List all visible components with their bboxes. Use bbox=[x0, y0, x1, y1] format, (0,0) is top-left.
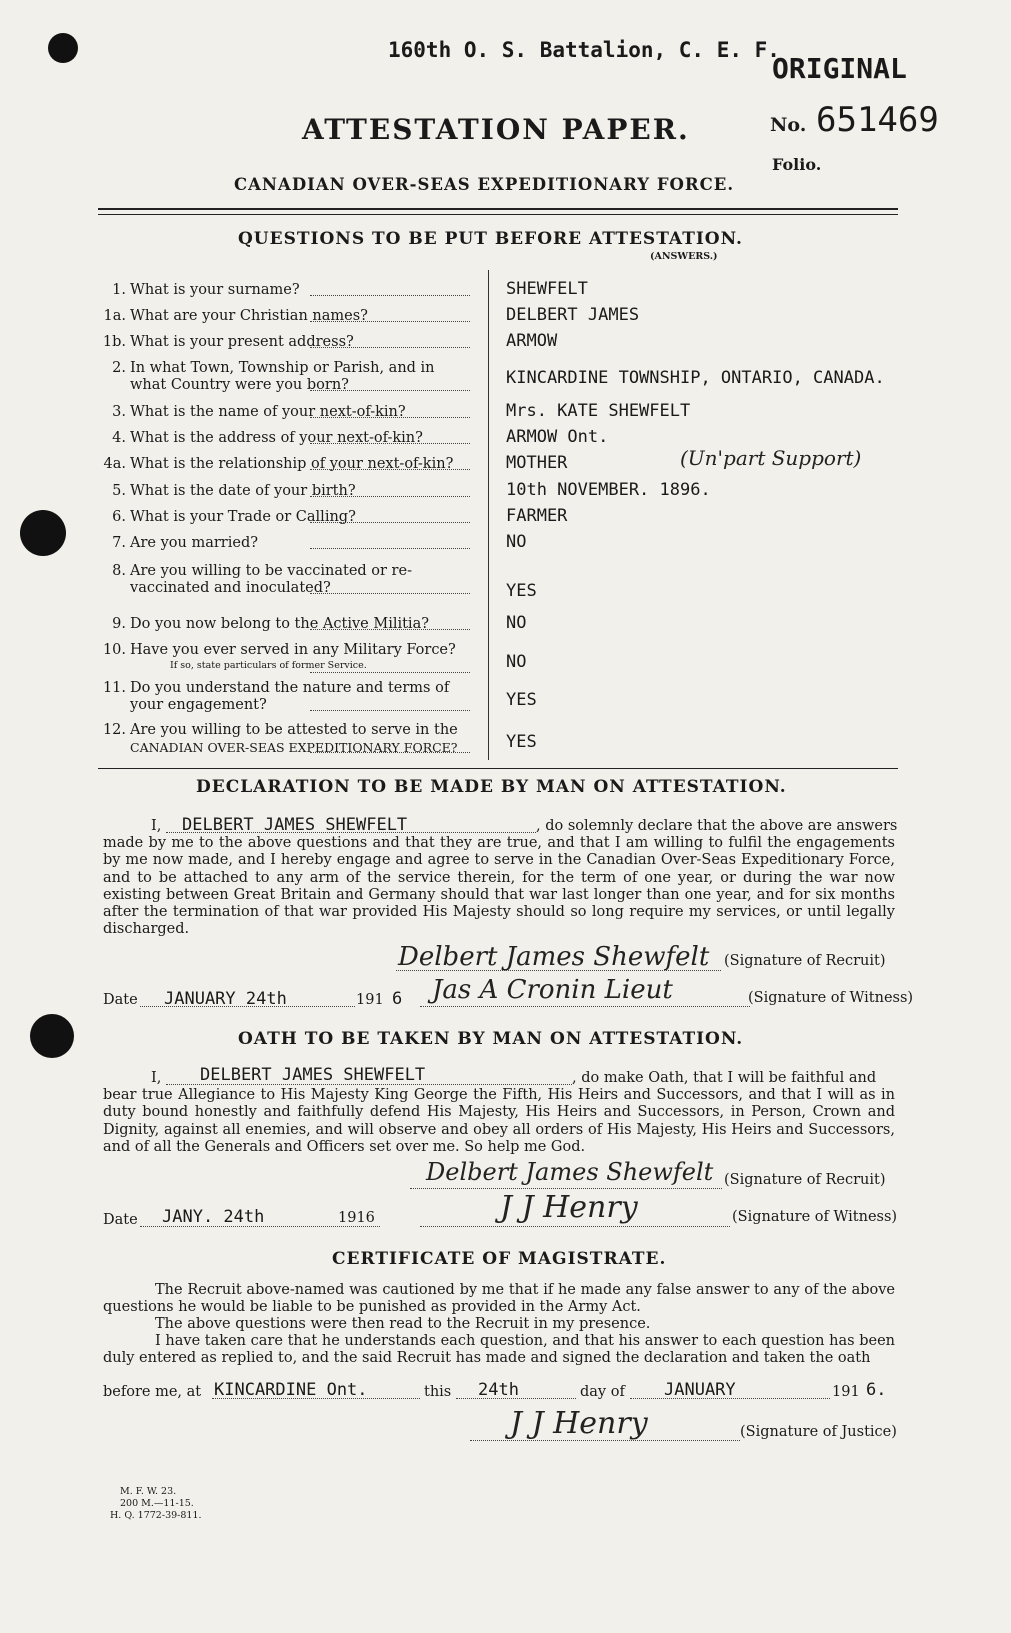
certificate-day-line bbox=[456, 1398, 576, 1399]
declaration-i: I, bbox=[151, 818, 162, 834]
answer-value: YES bbox=[506, 732, 537, 752]
declaration-heading: DECLARATION TO BE MADE BY MAN ON ATTESTATION. bbox=[196, 777, 787, 797]
question-number: 4a. bbox=[103, 456, 126, 472]
question-text: What is your Trade or Calling? bbox=[130, 509, 356, 525]
oath-text-1: , do make Oath, that I will be faithful and bbox=[572, 1070, 877, 1086]
question-leader-line bbox=[310, 390, 470, 391]
justice-signature: J J Henry bbox=[510, 1406, 648, 1441]
question-text: Are you married? bbox=[130, 535, 258, 551]
question-text: What is the relationship of your next-of-kin? bbox=[130, 456, 454, 472]
question-leader-line bbox=[310, 347, 470, 348]
question-leader-line bbox=[310, 629, 470, 630]
declaration-text-1: , do solemnly declare that the above are answers bbox=[536, 818, 898, 834]
answer-value: 10th NOVEMBER. 1896. bbox=[506, 480, 711, 500]
declaration-witness-signature: Jas A Cronin Lieut bbox=[432, 975, 673, 1005]
folio-label: Folio. bbox=[772, 155, 822, 174]
footer-print-run: 200 M.—11-15. bbox=[120, 1498, 194, 1509]
answer-value: YES bbox=[506, 581, 537, 601]
answer-value: NO bbox=[506, 532, 527, 552]
declaration-name: DELBERT JAMES SHEWFELT bbox=[182, 815, 408, 835]
page-title: ATTESTATION PAPER. bbox=[302, 113, 690, 146]
question-number: 7. bbox=[112, 535, 126, 551]
oath-i: I, bbox=[151, 1070, 162, 1086]
number-label: No. bbox=[770, 114, 807, 136]
question-text: What is the name of your next-of-kin? bbox=[130, 404, 406, 420]
question-leader-line bbox=[310, 443, 470, 444]
punch-hole-middle bbox=[20, 510, 66, 556]
question-number: 3. bbox=[112, 404, 126, 420]
certificate-this-label: this bbox=[424, 1384, 452, 1400]
answer-value: YES bbox=[506, 690, 537, 710]
question-number: 1. bbox=[112, 282, 126, 298]
certificate-day-of-label: day of bbox=[580, 1384, 625, 1400]
certificate-place-line bbox=[212, 1398, 420, 1399]
question-text: Do you understand the nature and terms of bbox=[130, 680, 450, 696]
question-leader-line bbox=[310, 417, 470, 418]
questions-rule bbox=[98, 768, 898, 769]
declaration-recruit-signature: Delbert James Shewfelt bbox=[398, 942, 710, 972]
punch-hole-top bbox=[48, 33, 78, 63]
question-number: 9. bbox=[112, 616, 126, 632]
question-text: What is your surname? bbox=[130, 282, 300, 298]
oath-name-line bbox=[166, 1084, 572, 1085]
certificate-before-label: before me, at bbox=[103, 1384, 202, 1400]
question-number: 11. bbox=[102, 680, 126, 696]
answer-value: Mrs. KATE SHEWFELT bbox=[506, 401, 691, 421]
question-leader-line bbox=[310, 496, 470, 497]
oath-date: JANY. 24th bbox=[162, 1207, 265, 1227]
answer-value: NO bbox=[506, 652, 527, 672]
question-number: 1a. bbox=[103, 308, 126, 324]
question-number: 12. bbox=[102, 722, 126, 738]
question-leader-line bbox=[310, 752, 470, 753]
answer-value: ARMOW Ont. bbox=[506, 427, 609, 447]
answer-value: SHEWFELT bbox=[506, 279, 588, 299]
question-text-continued: If so, state particulars of former Service. bbox=[170, 660, 367, 671]
question-number: 1b. bbox=[102, 334, 126, 350]
certificate-day: 24th bbox=[478, 1380, 519, 1400]
declaration-date: JANUARY 24th bbox=[164, 989, 287, 1009]
punch-hole-bottom bbox=[30, 1014, 74, 1058]
question-number: 5. bbox=[112, 483, 126, 499]
certificate-heading: CERTIFICATE OF MAGISTRATE. bbox=[332, 1249, 667, 1269]
certificate-paragraph-1: The Recruit above-named was cautioned by me that if he made any false answer to any of the above questions he would be liable to be punished as provided in the Army Act. bbox=[103, 1282, 895, 1316]
declaration-year-prefix: 191 bbox=[356, 992, 384, 1008]
header-rule-top bbox=[98, 208, 898, 210]
certificate-year-suffix: 6. bbox=[866, 1380, 887, 1400]
declaration-recruit-label: (Signature of Recruit) bbox=[724, 953, 886, 969]
question-text: What is the date of your birth? bbox=[130, 483, 356, 499]
certificate-place: KINCARDINE Ont. bbox=[214, 1380, 368, 1400]
oath-recruit-signature: Delbert James Shewfelt bbox=[426, 1158, 714, 1186]
declaration-name-line bbox=[166, 832, 536, 833]
question-text-continued: what Country were you born? bbox=[130, 377, 349, 393]
question-text: What are your Christian names? bbox=[130, 308, 368, 324]
question-leader-line bbox=[310, 469, 470, 470]
question-text-continued: vaccinated and inoculated? bbox=[130, 580, 331, 596]
answer-value: NO bbox=[506, 613, 527, 633]
certificate-month-line bbox=[630, 1398, 830, 1399]
question-text: Do you now belong to the Active Militia? bbox=[130, 616, 429, 632]
oath-name: DELBERT JAMES SHEWFELT bbox=[200, 1065, 426, 1085]
oath-witness-label: (Signature of Witness) bbox=[732, 1209, 898, 1225]
declaration-date-label: Date bbox=[103, 992, 138, 1008]
page-subtitle: CANADIAN OVER-SEAS EXPEDITIONARY FORCE. bbox=[234, 175, 735, 194]
question-number: 10. bbox=[102, 642, 126, 658]
oath-body: bear true Allegiance to His Majesty King George the Fifth, His Heirs and Successors, and that I will as in duty bound honestly and faithfully defend His Majesty, His Heirs and Successors, in Person, Crown and Dignity, against all enemies, and will observe and obey all orders of His Majesty, His Heirs and Successors, and of all the Generals and Officers set over me. So help me God. bbox=[103, 1087, 895, 1155]
question-text: Have you ever served in any Military Force? bbox=[130, 642, 456, 658]
question-text: In what Town, Township or Parish, and in bbox=[130, 360, 435, 376]
answers-divider bbox=[488, 270, 489, 760]
declaration-year-suffix: 6 bbox=[392, 989, 403, 1009]
declaration-witness-label: (Signature of Witness) bbox=[748, 990, 914, 1006]
justice-line bbox=[470, 1440, 740, 1441]
question-leader-line bbox=[310, 295, 470, 296]
battalion-stamp: 160th O. S. Battalion, C. E. F. bbox=[388, 38, 780, 62]
answer-value: ARMOW bbox=[506, 331, 558, 351]
question-text: Are you willing to be attested to serve in the bbox=[130, 722, 458, 738]
answers-label: (ANSWERS.) bbox=[650, 251, 718, 262]
question-text-continued: your engagement? bbox=[130, 697, 267, 713]
question-number: 6. bbox=[112, 509, 126, 525]
oath-date-line bbox=[140, 1226, 380, 1227]
answer-value: FARMER bbox=[506, 506, 568, 526]
original-stamp: ORIGINAL bbox=[772, 52, 907, 85]
question-text: What is your present address? bbox=[130, 334, 354, 350]
oath-witness-line bbox=[420, 1226, 730, 1227]
question-number: 4. bbox=[112, 430, 126, 446]
oath-recruit-label: (Signature of Recruit) bbox=[724, 1172, 886, 1188]
declaration-date-line bbox=[140, 1006, 355, 1007]
questions-heading: QUESTIONS TO BE PUT BEFORE ATTESTATION. bbox=[238, 229, 743, 249]
question-number: 2. bbox=[112, 360, 126, 376]
certificate-paragraph-3: I have taken care that he understands each question, and that his answer to each question has been duly entered as replied to, and the said Recruit has made and signed the declaration and taken the oath bbox=[103, 1333, 895, 1367]
question-leader-line bbox=[310, 672, 470, 673]
answer-value: MOTHER bbox=[506, 453, 568, 473]
question-leader-line bbox=[310, 710, 470, 711]
regimental-number: 651469 bbox=[816, 100, 939, 140]
oath-heading: OATH TO BE TAKEN BY MAN ON ATTESTATION. bbox=[238, 1029, 744, 1049]
question-number: 8. bbox=[112, 563, 126, 579]
question-leader-line bbox=[310, 321, 470, 322]
certificate-year-prefix: 191 bbox=[832, 1384, 860, 1400]
certificate-paragraph-2: The above questions were then read to the Recruit in my presence. bbox=[155, 1316, 651, 1332]
question-leader-line bbox=[310, 548, 470, 549]
certificate-month: JANUARY bbox=[664, 1380, 736, 1400]
oath-date-label: Date bbox=[103, 1212, 138, 1228]
declaration-body: made by me to the above questions and that they are true, and that I am willing to fulfil the engagements by me now made, and I hereby engage and agree to serve in the Canadian Over-Seas Expeditionary Force, and to be attached to any arm of the service therein, for the term of one year, or during the war now existing between Great Britain and Germany should that war last longer than one year, and for six months after the termination of that war provided His Majesty should so long require my services, or until legally discharged. bbox=[103, 835, 895, 938]
footer-form-code: M. F. W. 23. bbox=[120, 1486, 177, 1497]
answer-value: KINCARDINE TOWNSHIP, ONTARIO, CANADA. bbox=[506, 368, 885, 388]
answer-value: DELBERT JAMES bbox=[506, 305, 640, 325]
declaration-recruit-line bbox=[396, 970, 721, 971]
question-text-continued: CANADIAN OVER-SEAS EXPEDITIONARY FORCE? bbox=[130, 740, 458, 755]
justice-label: (Signature of Justice) bbox=[740, 1424, 897, 1440]
declaration-witness-line bbox=[420, 1006, 750, 1007]
question-text: Are you willing to be vaccinated or re- bbox=[130, 563, 412, 579]
footer-hq-ref: H. Q. 1772-39-811. bbox=[110, 1510, 202, 1521]
oath-recruit-line bbox=[410, 1188, 722, 1189]
oath-year: 1916 bbox=[338, 1210, 375, 1226]
header-rule-bottom bbox=[98, 214, 898, 215]
question-leader-line bbox=[310, 593, 470, 594]
oath-witness-signature: J J Henry bbox=[500, 1190, 638, 1225]
question-leader-line bbox=[310, 522, 470, 523]
handwritten-note: (Un'part Support) bbox=[680, 446, 862, 470]
question-text: What is the address of your next-of-kin? bbox=[130, 430, 423, 446]
